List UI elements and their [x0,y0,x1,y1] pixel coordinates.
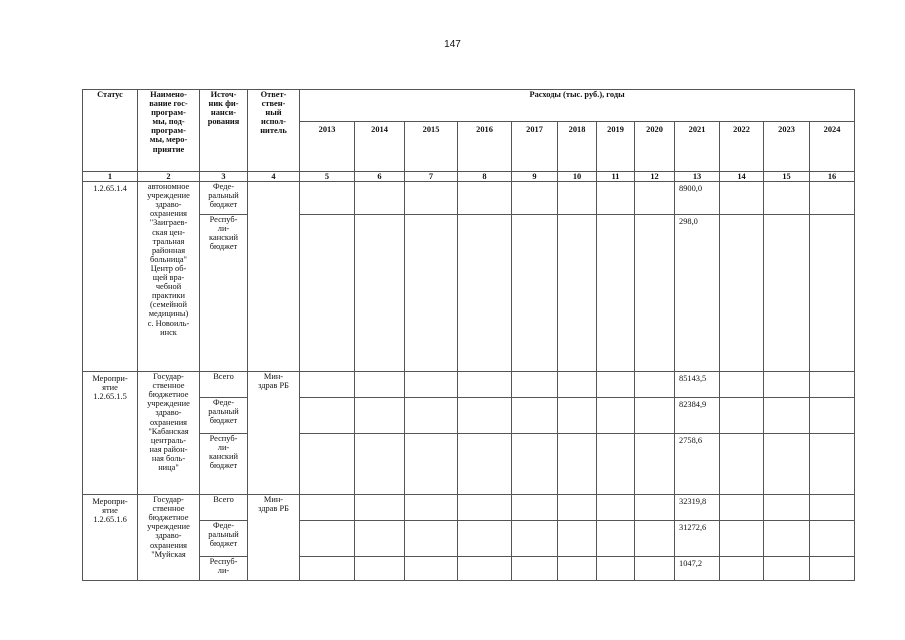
column-number: 2 [138,172,200,182]
column-number: 16 [810,172,855,182]
header-name: Наимено- вание гос- програм- мы, под- програм- мы, меро- приятие [138,90,200,172]
funding-source-cell: Респуб- ли- канский бюджет [200,215,248,372]
column-number: 4 [248,172,300,182]
funding-source-cell: Респуб- ли- [200,557,248,581]
column-number: 11 [597,172,635,182]
year-header: 2021 [675,122,720,172]
status-cell: 1.2.65.1.4 [83,182,138,372]
column-number: 12 [635,172,675,182]
column-number: 10 [558,172,597,182]
column-number: 13 [675,172,720,182]
header-source: Источ- ник фи- нанси- рования [200,90,248,172]
column-number: 1 [83,172,138,182]
year-header: 2019 [597,122,635,172]
column-number: 15 [764,172,810,182]
year-header: 2017 [512,122,558,172]
value-2021: 32319,8 [675,495,720,521]
year-header: 2016 [458,122,512,172]
value-2021: 1047,2 [675,557,720,581]
header-row [83,90,855,122]
column-number: 8 [458,172,512,182]
column-number-row [83,172,855,182]
status-cell: Меропри- ятие 1.2.65.1.5 [83,372,138,495]
year-header: 2014 [355,122,405,172]
page-number: 147 [444,39,461,50]
funding-source-cell: Респуб- ли- канский бюджет [200,434,248,495]
value-2021: 82384,9 [675,398,720,434]
measure-name-cell: Государ- ственное бюджетное учреждение здраво- охранения "Муйская [138,495,200,581]
executor-cell [248,182,300,372]
year-header: 2013 [300,122,355,172]
year-header: 2022 [720,122,764,172]
year-header: 2018 [558,122,597,172]
executor-cell: Мин- здрав РБ [248,372,300,495]
measure-name-cell: автономное учреждение здраво- охранения "Заиграев- ская цен- тральная районная больница" Центр об- щей вра- чебной практики (семейной медицины) с. Новоиль- инск [138,182,200,372]
header-executor: Ответ- ствен- ный испол- нитель [248,90,300,172]
year-header: 2015 [405,122,458,172]
status-cell: Меропри- ятие 1.2.65.1.6 [83,495,138,581]
funding-source-cell: Феде- ральный бюджет [200,521,248,557]
funding-source-cell: Всего [200,372,248,398]
table-row [83,182,855,215]
funding-source-cell: Феде- ральный бюджет [200,182,248,215]
value-2021: 8900,0 [675,182,720,215]
table-row [83,495,855,521]
value-2021: 31272,6 [675,521,720,557]
value-2021: 2758,6 [675,434,720,495]
measure-name-cell: Государ- ственное бюджетное учреждение здраво- охранения "Кабанская централь- ная район- ная боль- ница" [138,372,200,495]
table-row [83,372,855,398]
year-header: 2023 [764,122,810,172]
header-expenses: Расходы (тыс. руб.), годы [300,90,855,122]
year-header: 2024 [810,122,855,172]
column-number: 9 [512,172,558,182]
funding-source-cell: Феде- ральный бюджет [200,398,248,434]
column-number: 3 [200,172,248,182]
column-number: 5 [300,172,355,182]
year-header: 2020 [635,122,675,172]
value-2021: 85143,5 [675,372,720,398]
executor-cell: Мин- здрав РБ [248,495,300,581]
expenses-table [82,89,855,581]
header-status: Статус [83,90,138,172]
funding-source-cell: Всего [200,495,248,521]
column-number: 14 [720,172,764,182]
value-2021: 298,0 [675,215,720,372]
column-number: 7 [405,172,458,182]
column-number: 6 [355,172,405,182]
